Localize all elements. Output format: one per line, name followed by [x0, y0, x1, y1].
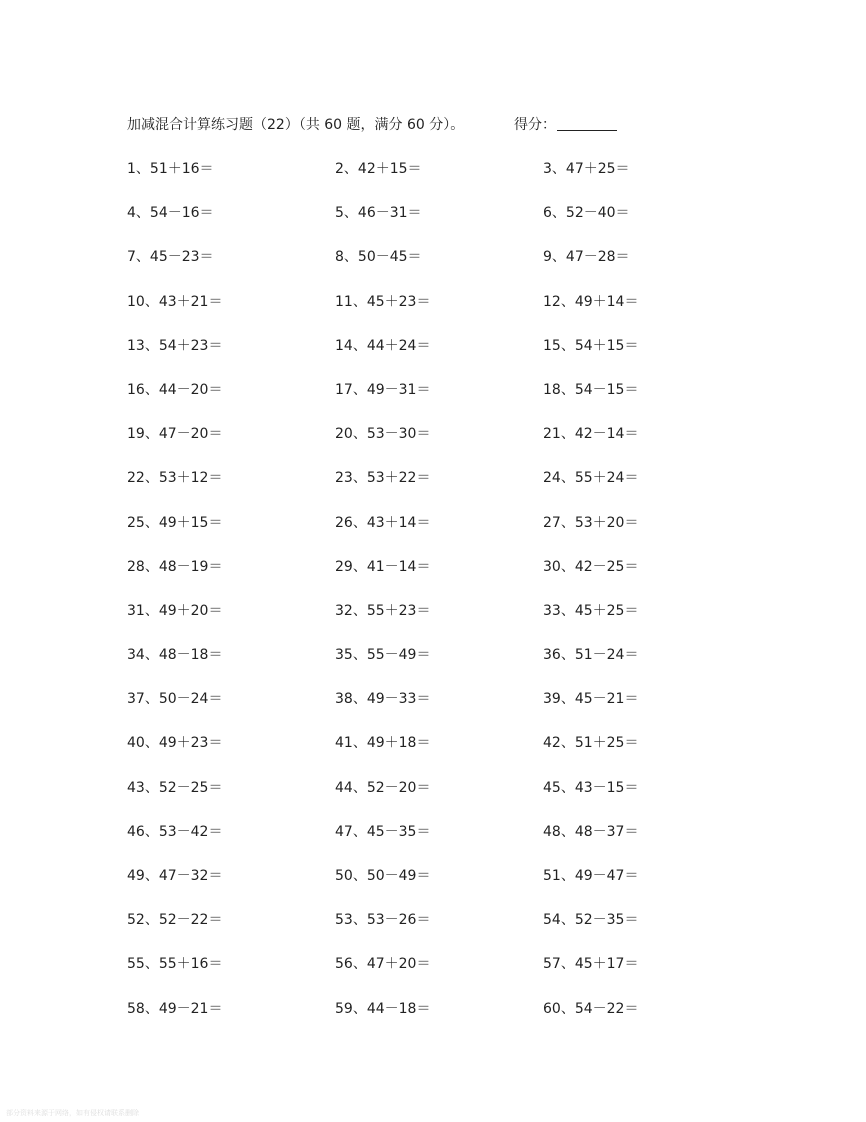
problem-row: [127, 512, 747, 556]
problem-item: 5、46－31＝: [335, 205, 422, 222]
problem-row: [127, 335, 747, 379]
footer-watermark: 部分资料来源于网络，如有侵权请联系删除: [6, 1109, 139, 1117]
problem-row: [127, 953, 747, 997]
problem-row: [127, 202, 747, 246]
worksheet-title: 加减混合计算练习题（22）（共 60 题，满分 60 分）。: [127, 117, 465, 133]
problem-item: 56、47＋20＝: [335, 956, 431, 973]
problem-row: [127, 423, 747, 467]
problem-item: 55、55＋16＝: [127, 956, 223, 973]
problem-item: 51、49－47＝: [543, 868, 639, 884]
problem-row: [127, 865, 747, 909]
problem-item: 14、44＋24＝: [335, 337, 431, 354]
problem-item: 32、55＋23＝: [335, 602, 431, 619]
problem-item: 46、53－42＝: [127, 823, 223, 840]
problem-item: 41、49＋18＝: [335, 735, 431, 752]
problem-item: 13、54＋23＝: [127, 337, 223, 354]
problem-item: 33、45＋25＝: [543, 602, 639, 619]
problem-row: [127, 998, 747, 1042]
problem-item: 19、47－20＝: [127, 426, 223, 443]
problem-row: [127, 600, 747, 644]
problem-item: 36、51－24＝: [543, 647, 639, 664]
problem-item: 9、47－28＝: [543, 249, 630, 266]
problem-row: [127, 291, 747, 335]
problem-row: [127, 644, 747, 688]
problem-item: 58、49－21＝: [127, 1000, 223, 1017]
problem-row: [127, 732, 747, 776]
problem-item: 12、49＋14＝: [543, 293, 639, 310]
problem-row: [127, 246, 747, 290]
problem-row: [127, 688, 747, 732]
score-blank-line: [557, 130, 617, 131]
problem-item: 29、41－14＝: [335, 558, 431, 575]
problem-item: 17、49－31＝: [335, 381, 431, 398]
problem-item: 45、43－15＝: [543, 779, 639, 796]
problem-item: 59、44－18＝: [335, 1000, 431, 1017]
problem-row: [127, 821, 747, 865]
problem-row: [127, 467, 747, 511]
problem-item: 16、44－20＝: [127, 381, 223, 398]
problem-item: 43、52－25＝: [127, 779, 223, 796]
problem-item: 30、42－25＝: [543, 558, 639, 575]
problem-item: 49、47－32＝: [127, 868, 223, 884]
problem-item: 18、54－15＝: [543, 381, 639, 398]
problem-row: [127, 158, 747, 202]
problem-row: [127, 379, 747, 423]
problem-item: 28、48－19＝: [127, 558, 223, 575]
problem-item: 25、49＋15＝: [127, 514, 223, 531]
problem-item: 35、55－49＝: [335, 647, 431, 664]
problem-item: 53、53－26＝: [335, 912, 431, 929]
problem-item: 38、49－33＝: [335, 691, 431, 708]
problem-item: 34、48－18＝: [127, 647, 223, 664]
problem-item: 42、51＋25＝: [543, 735, 639, 752]
problem-row: [127, 556, 747, 600]
problem-item: 26、43＋14＝: [335, 514, 431, 531]
problem-item: 24、55＋24＝: [543, 470, 639, 487]
problem-item: 2、42＋15＝: [335, 161, 422, 177]
problem-item: 21、42－14＝: [543, 426, 639, 443]
problem-item: 20、53－30＝: [335, 426, 431, 443]
worksheet-header: [127, 114, 747, 136]
score-label: 得分：: [514, 117, 556, 133]
problem-item: 11、45＋23＝: [335, 293, 431, 310]
problem-item: 60、54－22＝: [543, 1000, 639, 1017]
problem-item: 3、47＋25＝: [543, 161, 630, 177]
problem-item: 40、49＋23＝: [127, 735, 223, 752]
problem-item: 22、53＋12＝: [127, 470, 223, 487]
problem-item: 15、54＋15＝: [543, 337, 639, 354]
problem-item: 8、50－45＝: [335, 249, 422, 266]
problem-item: 50、50－49＝: [335, 868, 431, 884]
problem-item: 4、54－16＝: [127, 205, 214, 222]
problem-item: 31、49＋20＝: [127, 602, 223, 619]
problem-item: 48、48－37＝: [543, 823, 639, 840]
problem-item: 10、43＋21＝: [127, 293, 223, 310]
problem-item: 7、45－23＝: [127, 249, 214, 266]
problem-item: 57、45＋17＝: [543, 956, 639, 973]
problem-item: 1、51＋16＝: [127, 161, 214, 177]
problem-item: 6、52－40＝: [543, 205, 630, 222]
problem-item: 23、53＋22＝: [335, 470, 431, 487]
problem-item: 27、53＋20＝: [543, 514, 639, 531]
problem-item: 47、45－35＝: [335, 823, 431, 840]
problem-row: [127, 777, 747, 821]
problem-item: 37、50－24＝: [127, 691, 223, 708]
problem-item: 52、52－22＝: [127, 912, 223, 929]
problem-item: 54、52－35＝: [543, 912, 639, 929]
problem-item: 44、52－20＝: [335, 779, 431, 796]
problem-row: [127, 909, 747, 953]
problem-grid: [127, 158, 747, 1042]
problem-item: 39、45－21＝: [543, 691, 639, 708]
